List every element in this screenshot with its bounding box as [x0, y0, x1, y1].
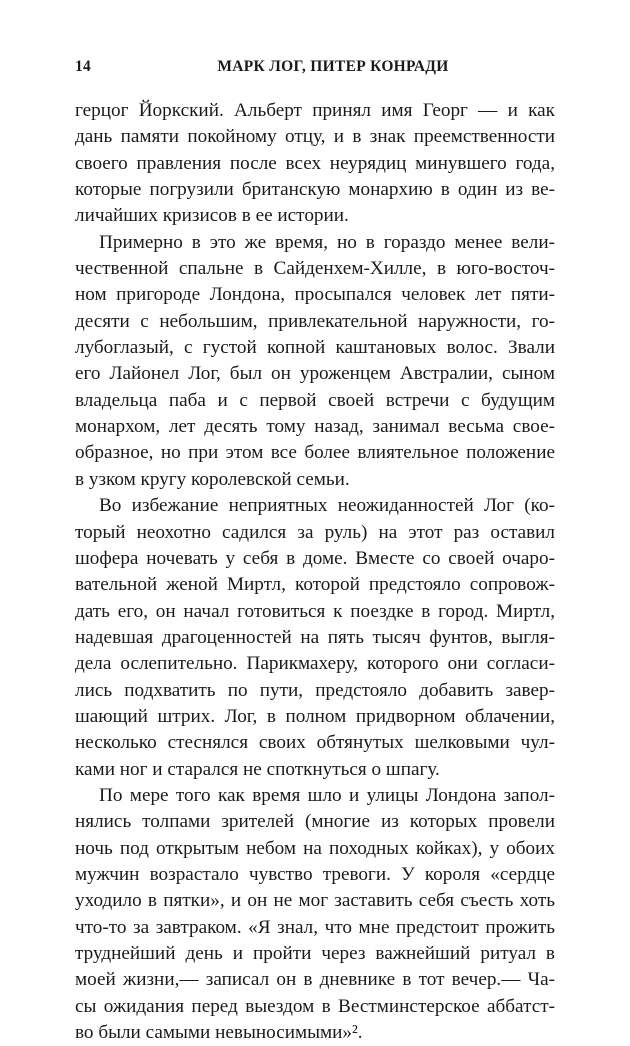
- text-line: Во избежание неприятных неожиданностей Лог (ко-: [99, 495, 555, 517]
- text-line: уходило в пятки», и он не мог заставить себя съесть хоть: [75, 890, 555, 912]
- text-line: герцог Йоркский. Альберт принял имя Георг — и как: [75, 100, 555, 121]
- text-line: ками ног и старался не споткнуться о шпагу.: [75, 758, 440, 780]
- text-line: ночь под открытым небом на походных койках), у обоих: [75, 837, 555, 859]
- text-line: надевшая драгоценностей на пять тысяч фунтов, выгля-: [75, 626, 555, 648]
- text-line: которые погрузили британскую монархию в один из ве-: [75, 179, 555, 201]
- text-line: своего правления после всех неурядиц минувшего года,: [75, 152, 555, 174]
- text-line: сы ожидания перед выездом в Вестминстерское аббатст-: [75, 995, 555, 1017]
- text-line: торый неохотно садился за руль) на этот раз оставил: [75, 521, 555, 543]
- text-line: во были самыми невыносимыми»².: [75, 1022, 363, 1044]
- text-line: ном пригороде Лондона, просыпался человек лет пяти-: [75, 284, 555, 306]
- text-line: шофера ночевать у себя в доме. Вместе со своей очаро-: [75, 547, 555, 569]
- text-line: несколько стеснялся своих обтянутых шелковыми чул-: [75, 732, 555, 754]
- body-text: [75, 98, 555, 1046]
- text-line: дела ослепительно. Парикмахеру, которого они согласи-: [75, 653, 555, 675]
- text-line: моей жизни,— записал он в дневнике в тот вечер.— Ча-: [75, 969, 555, 991]
- text-line: лубоглазый, с густой копной каштановых волос. Звали: [75, 337, 555, 359]
- running-head: [75, 58, 555, 82]
- text-line: нялись толпами зрителей (многие из которых провели: [75, 811, 555, 833]
- text-line: мужчин возрастало чувство тревоги. У короля «сердце: [75, 863, 555, 885]
- text-line: дать его, он начал готовиться к поездке в город. Миртл,: [75, 600, 555, 622]
- text-line: труднейший день и пройти через важнейший ритуал в: [75, 943, 555, 964]
- text-line: его Лайонел Лог, был он уроженцем Австралии, сыном: [75, 363, 555, 385]
- text-line: монархом, лет десять тому назад, занимал весьма свое-: [75, 416, 555, 438]
- text-line: образное, но при этом все более влиятельное положение: [75, 442, 555, 464]
- text-line: дань памяти покойному отцу, и в знак преемственности: [75, 126, 555, 148]
- text-line: личайших кризисов в ее истории.: [75, 205, 349, 227]
- text-line: лись подхватить по пути, предстояло добавить завер-: [75, 679, 555, 701]
- text-line: чественной спальне в Сайденхем-Хилле, в юго-восточ-: [75, 258, 555, 280]
- text-line: По мере того как время шло и улицы Лондона запол-: [99, 784, 555, 806]
- page-number: 14: [75, 58, 92, 75]
- book-header: МАРК ЛОГ, ПИТЕР КОНРАДИ: [217, 58, 449, 75]
- text-line: шающий штрих. Лог, в полном придворном облачении,: [75, 705, 555, 727]
- text-line: что-то за завтраком. «Я знал, что мне предстоит прожить: [75, 916, 555, 938]
- text-line: вательной женой Миртл, которой предстояло сопровож-: [75, 574, 555, 596]
- text-line: Примерно в это же время, но в гораздо менее вели-: [99, 231, 555, 253]
- text-line: в узком кругу королевской семьи.: [75, 468, 350, 490]
- text-line: десяти с небольшим, привлекательной наружности, го-: [75, 310, 555, 332]
- text-line: владельца паба и с первой своей встречи с будущим: [75, 389, 555, 411]
